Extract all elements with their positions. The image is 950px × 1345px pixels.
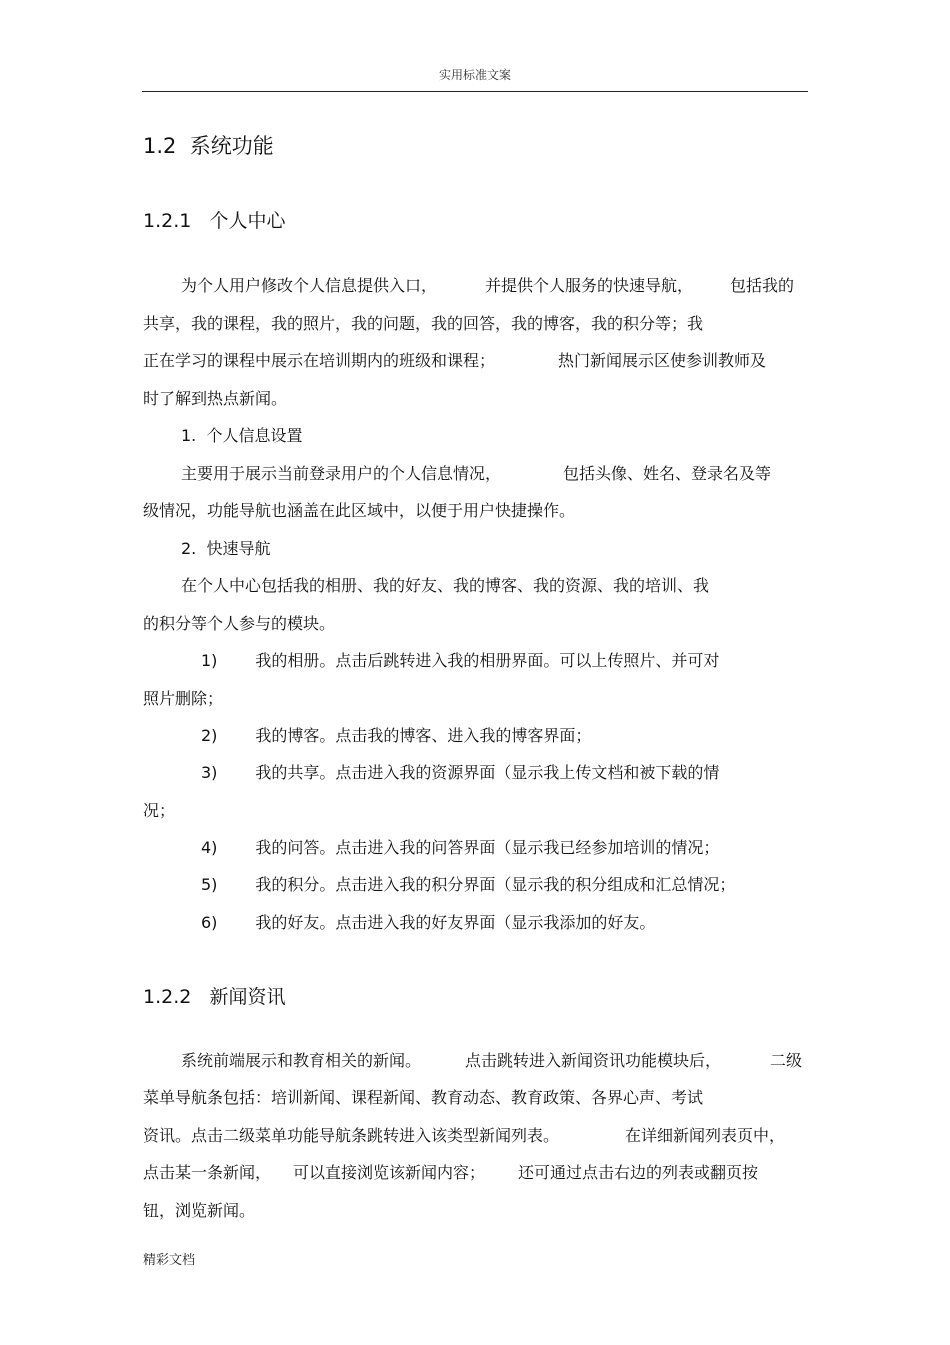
item-number: 1. [181, 426, 197, 445]
paragraph-line: 还可通过点击右边的列表或翻页按 [518, 1163, 759, 1182]
list-item-text: 我的共享。点击进入我的资源界面（显示我上传文档和被下载的情 [255, 763, 720, 782]
paragraph-line: 系统前端展示和教育相关的新闻。 [181, 1051, 422, 1070]
list-item [201, 840, 719, 856]
paragraph-line [181, 278, 437, 294]
paragraph-line: 热门新闻展示区使参训教师及 [558, 351, 767, 370]
list-item-text: 我的博客。点击我的博客、进入我的博客界面； [255, 726, 592, 745]
paragraph-line: 的积分等个人参与的模块。 [143, 614, 336, 633]
subsection-number: 1.2.1 [143, 210, 192, 232]
paragraph-line: 菜单导航条包括：培训新闻、课程新闻、教育动态、教育政策、各界心声、考试 [143, 1088, 704, 1107]
paragraph-line: 钮，浏览新闻。 [143, 1201, 256, 1220]
list-item-text: 我的相册。点击后跳转进入我的相册界面。可以上传照片、并可对 [255, 651, 720, 670]
list-item-number: 3) [201, 763, 218, 782]
paragraph-line: 在详细新闻列表页中， [625, 1126, 786, 1145]
list-item-number: 1) [201, 651, 218, 670]
text-run: 包括我的 [730, 276, 795, 295]
numbered-item-heading [181, 541, 270, 557]
subsection-title: 个人中心 [209, 210, 286, 232]
list-item-text: 我的积分。点击进入我的积分界面（显示我的积分组成和汇总情况； [255, 875, 736, 894]
subsection-title: 新闻资讯 [209, 986, 286, 1008]
paragraph-line: 在个人中心包括我的相册、我的好友、我的博客、我的资源、我的培训、我 [181, 576, 710, 595]
list-item-continuation: 况； [143, 801, 176, 820]
page-header: 实用标准文案 [438, 68, 511, 82]
paragraph-line: 共享，我的课程，我的照片，我的问题，我的回答，我的博客，我的积分等；我 [143, 314, 704, 333]
paragraph-line [730, 278, 794, 294]
header-rule [142, 91, 808, 92]
paragraph-line: 正在学习的课程中展示在培训期内的班级和课程； [143, 351, 496, 370]
paragraph-line: 点击跳转进入新闻资讯功能模块后， [465, 1051, 722, 1070]
subsection-number: 1.2.2 [143, 986, 192, 1008]
page-footer: 精彩文档 [143, 1253, 196, 1268]
list-item-number: 4) [201, 838, 218, 857]
item-title: 个人信息设置 [206, 426, 303, 445]
list-item-number: 2) [201, 726, 218, 745]
paragraph-line: 二级 [770, 1051, 803, 1070]
paragraph-line: 主要用于展示当前登录用户的个人信息情况， [181, 464, 502, 483]
list-item [201, 877, 735, 893]
list-item-text: 我的好友。点击进入我的好友界面（显示我添加的好友。 [255, 913, 656, 932]
list-item [201, 653, 719, 669]
paragraph-line: 可以直接浏览该新闻内容； [293, 1163, 486, 1182]
paragraph-line: 时了解到热点新闻。 [143, 389, 288, 408]
section-title: 系统功能 [189, 134, 274, 158]
numbered-item-heading [181, 428, 302, 444]
list-item-number: 6) [201, 913, 218, 932]
paragraph-line: 级情况，功能导航也涵盖在此区域中，以便于用户快捷操作。 [143, 501, 576, 520]
list-item [201, 728, 591, 744]
section-heading [143, 130, 274, 160]
subsection-heading-news [143, 982, 286, 1009]
paragraph-line: 点击某一条新闻， [143, 1163, 272, 1182]
text-run: 并提供个人服务的快速导航， [485, 276, 694, 295]
text-run: 为个人用户修改个人信息提供入口， [181, 276, 438, 295]
list-item-text: 我的问答。点击进入我的问答界面（显示我已经参加培训的情况； [255, 838, 720, 857]
section-number: 1.2 [143, 134, 177, 158]
list-item-continuation: 照片删除； [143, 689, 224, 708]
paragraph-line [485, 278, 693, 294]
subsection-heading-personal-center [143, 206, 286, 233]
paragraph-line: 包括头像、姓名、登录名及等 [563, 464, 772, 483]
paragraph-line: 资讯。点击二级菜单功能导航条跳转进入该类型新闻列表。 [143, 1126, 560, 1145]
item-title: 快速导航 [206, 539, 271, 558]
list-item [201, 765, 719, 781]
item-number: 2. [181, 539, 197, 558]
list-item-number: 5) [201, 875, 218, 894]
list-item [201, 915, 655, 931]
